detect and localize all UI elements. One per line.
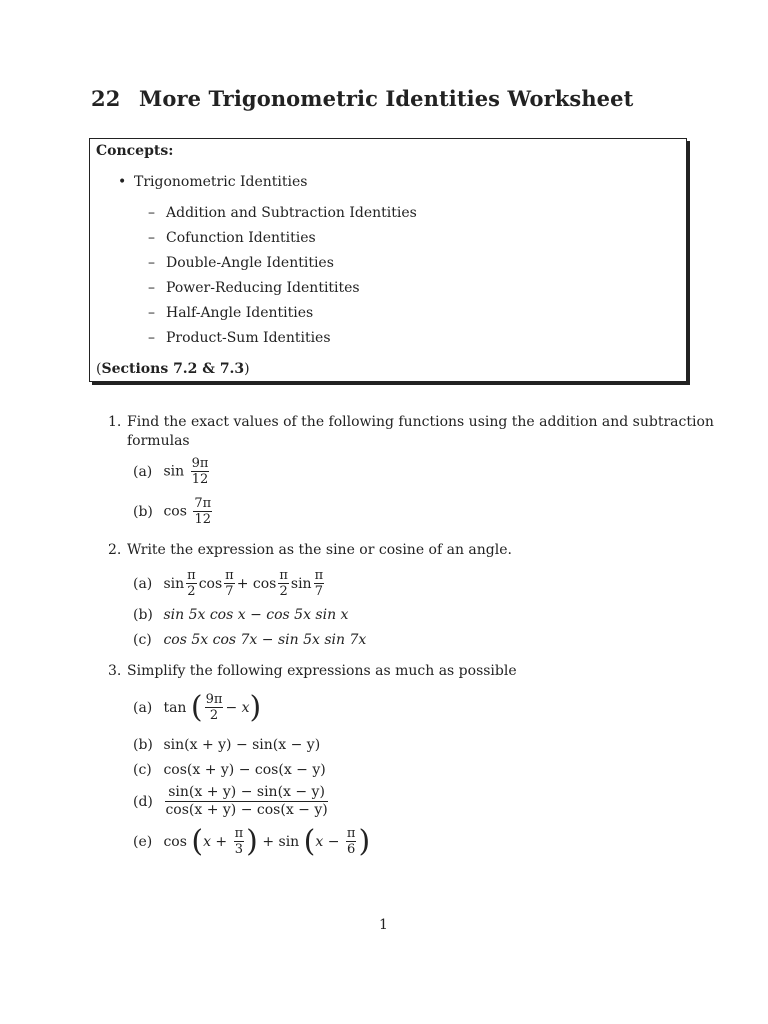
problem-1-text-cont: formulas <box>127 433 190 449</box>
list-item-text: Power-Reducing Identitites <box>166 280 360 296</box>
concepts-bullet <box>118 174 307 190</box>
dash-icon: – <box>148 255 155 271</box>
math-expression: tan ( $\frac{9\pi}{2}$ − x) <box>163 689 262 725</box>
part-label: (c) <box>133 632 152 648</box>
numerator: sin(x + y) − sin(x − y) <box>165 784 327 802</box>
dash-icon: – <box>148 230 155 246</box>
problem-2a <box>133 568 326 599</box>
bullet-icon: • <box>118 174 127 190</box>
dash-icon: – <box>148 330 155 346</box>
list-item <box>148 330 417 355</box>
page-number: 1 <box>379 917 388 933</box>
math-expression: cos (x + $\frac{\pi}{3}$ ) + sin (x − $\frac{\pi}{6}$ ) <box>163 823 371 859</box>
problem-number: 1. <box>108 414 122 430</box>
problem-number: 2. <box>108 542 122 558</box>
list-item <box>148 305 417 330</box>
part-label: (a) <box>133 575 153 592</box>
list-item <box>148 205 417 230</box>
denominator: 12 <box>194 512 212 527</box>
problem-text: Find the exact values of the following functions using the addition and subtraction <box>127 414 714 430</box>
math-expression: cos 5x cos 7x − sin 5x sin 7x <box>163 632 367 648</box>
math-expression: sin 5x cos x − cos 5x sin x <box>163 607 349 623</box>
fraction <box>193 496 212 527</box>
fn-name: cos <box>163 503 187 520</box>
math-expression: sin $\frac{\pi}{2}$ cos $\frac{\pi}{7}$ + cos $\frac{\pi}{2}$ sin $\frac{\pi}{7}$ <box>163 568 324 599</box>
part-label: (a) <box>133 463 153 480</box>
dash-icon: – <box>148 280 155 296</box>
fn-name: sin <box>163 463 185 480</box>
problem-2 <box>108 542 512 558</box>
part-label: (a) <box>133 699 153 716</box>
problem-3b <box>133 737 320 753</box>
list-item-text: Double-Angle Identities <box>166 255 334 271</box>
concepts-box <box>89 138 687 382</box>
page-title <box>91 86 633 111</box>
problem-1 <box>108 414 714 430</box>
math-expression: cos(x + y) − cos(x − y) <box>163 762 326 778</box>
problem-3 <box>108 663 517 679</box>
sections-label: Sections 7.2 & 7.3 <box>101 361 245 377</box>
paren-open: ( <box>96 361 102 377</box>
list-item-text: Addition and Subtraction Identities <box>166 205 417 221</box>
title-text: More Trigonometric Identities Worksheet <box>139 86 634 111</box>
dash-icon: – <box>148 205 155 221</box>
concepts-sublist <box>148 205 417 355</box>
part-label: (b) <box>133 503 153 520</box>
denominator: cos(x + y) − cos(x − y) <box>165 802 328 818</box>
part-label: (b) <box>133 607 153 623</box>
list-item <box>148 280 417 305</box>
problem-3e <box>133 823 371 859</box>
part-label: (e) <box>133 833 153 850</box>
problem-3c <box>133 762 326 778</box>
problem-text: Simplify the following expressions as much as possible <box>127 663 517 679</box>
list-item <box>148 230 417 255</box>
problem-2b <box>133 607 348 623</box>
sections-reference <box>96 361 250 377</box>
denominator: 12 <box>191 472 209 487</box>
math-expression: sin(x + y) − sin(x − y) <box>163 737 321 753</box>
numerator: 9π <box>191 456 209 471</box>
problem-2c <box>133 632 366 648</box>
problem-1a <box>133 456 211 487</box>
section-number: 22 <box>91 86 121 111</box>
fraction <box>165 784 327 819</box>
numerator: 7π <box>194 496 212 511</box>
list-item <box>148 255 417 280</box>
bullet-text: Trigonometric Identities <box>134 174 308 190</box>
list-item-text: Product-Sum Identities <box>166 330 331 346</box>
problem-3a <box>133 689 262 725</box>
part-label: (c) <box>133 762 152 778</box>
problem-1b <box>133 496 214 527</box>
concepts-heading: Concepts: <box>96 143 174 159</box>
list-item-text: Cofunction Identities <box>166 230 316 246</box>
paren-close: ) <box>244 361 250 377</box>
part-label: (b) <box>133 737 153 753</box>
fraction <box>191 456 210 487</box>
problem-text: Write the expression as the sine or cosine of an angle. <box>127 542 512 558</box>
part-label: (d) <box>133 793 153 810</box>
list-item-text: Half-Angle Identities <box>166 305 314 321</box>
problem-number: 3. <box>108 663 122 679</box>
problem-3d <box>133 784 330 819</box>
dash-icon: – <box>148 305 155 321</box>
